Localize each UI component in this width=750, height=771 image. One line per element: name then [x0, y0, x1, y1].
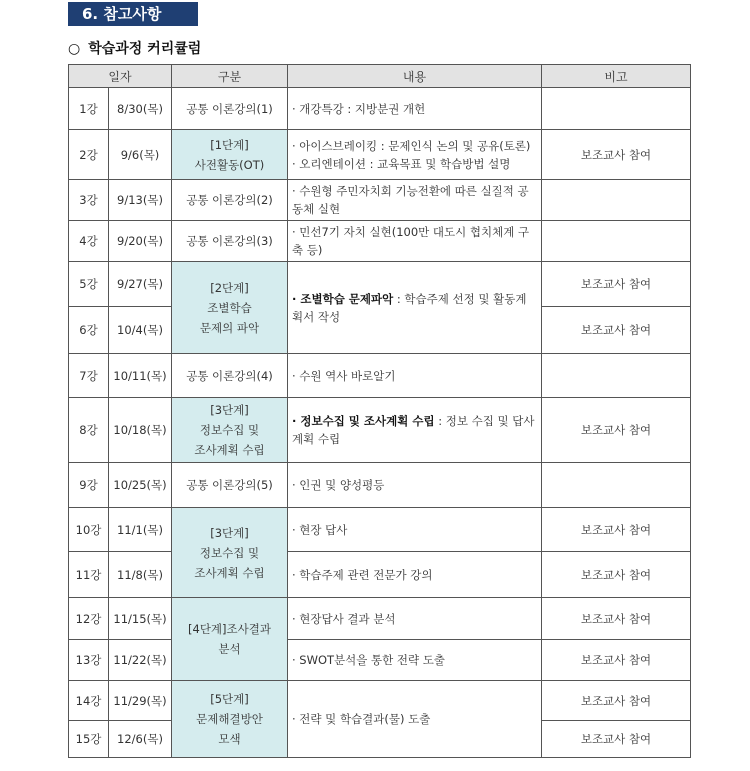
stage-label: [5단계]	[210, 692, 249, 706]
content-rest: : 학습주제 선정 및 활동계획서 작성	[292, 291, 527, 324]
table-row	[69, 552, 691, 598]
table-row	[69, 508, 691, 552]
table-row	[69, 640, 691, 681]
content-bold: · 정보수집 및 조사계획 수립	[292, 414, 435, 428]
lecture-date: 9/6(목)	[109, 130, 172, 180]
lecture-date: 9/20(목)	[109, 221, 172, 262]
section-title: 6. 참고사항	[68, 2, 198, 26]
stage-label: 문제해결방안	[196, 712, 263, 726]
content-bold: · 조별학습 문제파악	[292, 291, 394, 306]
lecture-note: 보조교사 참여	[542, 307, 691, 354]
lecture-type: 공통 이론강의(5)	[172, 463, 288, 508]
lecture-note	[542, 463, 691, 508]
lecture-number: 4강	[69, 221, 109, 262]
lecture-date: 12/6(목)	[109, 721, 172, 758]
lecture-date: 8/30(목)	[109, 88, 172, 130]
stage-label: 문제의 파악	[199, 320, 260, 335]
lecture-type: 공통 이론강의(4)	[172, 354, 288, 398]
lecture-content: · 전략 및 학습결과(물) 도출	[288, 681, 542, 758]
table-row	[69, 354, 691, 398]
lecture-date: 10/11(목)	[109, 354, 172, 398]
lecture-content: · 개강특강 : 지방분권 개헌	[288, 88, 542, 130]
table-row	[69, 398, 691, 463]
header-date: 일자	[69, 65, 172, 88]
table-row	[69, 681, 691, 721]
lecture-note: 보조교사 참여	[542, 262, 691, 307]
lecture-number: 1강	[69, 88, 109, 130]
stage-label: 정보수집 및	[199, 423, 260, 437]
lecture-type: 공통 이론강의(3)	[172, 221, 288, 262]
table-row	[69, 130, 691, 180]
lecture-content	[288, 262, 542, 354]
lecture-content: · 인권 및 양성평등	[288, 463, 542, 508]
stage-label: [3단계]	[210, 525, 249, 540]
lecture-note: 보조교사 참여	[542, 681, 691, 721]
stage-label: [2단계]	[210, 280, 249, 295]
curriculum-table	[68, 64, 691, 758]
stage-cell	[172, 508, 288, 598]
circle-bullet-icon: ○	[68, 41, 81, 57]
lecture-date: 10/25(목)	[109, 463, 172, 508]
header-type: 구분	[172, 65, 288, 88]
lecture-type: 공통 이론강의(1)	[172, 88, 288, 130]
table-row	[69, 463, 691, 508]
lecture-content	[288, 130, 542, 180]
subtitle	[68, 38, 201, 58]
lecture-content: · 현장 답사	[288, 508, 542, 552]
stage-label: 모색	[218, 732, 241, 746]
table-row	[69, 180, 691, 221]
stage-cell	[172, 262, 288, 354]
stage-label: 정보수집 및	[199, 545, 260, 560]
lecture-note: 보조교사 참여	[542, 598, 691, 640]
lecture-note: 보조교사 참여	[542, 508, 691, 552]
lecture-number: 15강	[69, 721, 109, 758]
subtitle-text: 학습과정 커리큘럼	[88, 41, 202, 57]
lecture-date: 10/4(목)	[109, 307, 172, 354]
lecture-note: 보조교사 참여	[542, 552, 691, 598]
lecture-content: · 학습주제 관련 전문가 강의	[288, 552, 542, 598]
lecture-content: · 현장답사 결과 분석	[288, 598, 542, 640]
table-header-row	[69, 65, 691, 88]
stage-cell	[172, 598, 288, 681]
lecture-content: · 수원형 주민자치회 기능전환에 따른 실질적 공동체 실현	[288, 180, 542, 221]
stage-label: 조별학습	[207, 300, 252, 315]
content-line: · 아이스브레이킹 : 문제인식 논의 및 공유(토론)	[292, 138, 531, 153]
lecture-date: 10/18(목)	[109, 398, 172, 463]
lecture-note	[542, 221, 691, 262]
stage-label: 조사계획 수립	[194, 565, 265, 580]
lecture-date: 11/15(목)	[109, 598, 172, 640]
lecture-number: 12강	[69, 598, 109, 640]
lecture-content: · SWOT분석을 통한 전략 도출	[288, 640, 542, 681]
lecture-number: 8강	[69, 398, 109, 463]
header-content: 내용	[288, 65, 542, 88]
table-row	[69, 262, 691, 307]
header-note: 비고	[542, 65, 691, 88]
lecture-type: 공통 이론강의(2)	[172, 180, 288, 221]
lecture-content	[288, 398, 542, 463]
lecture-note	[542, 88, 691, 130]
lecture-number: 9강	[69, 463, 109, 508]
lecture-date: 11/8(목)	[109, 552, 172, 598]
lecture-number: 6강	[69, 307, 109, 354]
lecture-note: 보조교사 참여	[542, 640, 691, 681]
lecture-note: 보조교사 참여	[542, 130, 691, 180]
stage-cell	[172, 130, 288, 180]
content-line: · 오리엔테이션 : 교육목표 및 학습방법 설명	[292, 156, 511, 171]
lecture-number: 11강	[69, 552, 109, 598]
lecture-number: 2강	[69, 130, 109, 180]
lecture-content: · 수원 역사 바로알기	[288, 354, 542, 398]
lecture-date: 11/22(목)	[109, 640, 172, 681]
lecture-date: 9/13(목)	[109, 180, 172, 221]
stage-label: [4단계]조사결과	[188, 622, 271, 636]
lecture-date: 11/1(목)	[109, 508, 172, 552]
stage-label: 사전활동(OT)	[194, 157, 265, 172]
lecture-content: · 민선7기 자치 실현(100만 대도시 협치체계 구축 등)	[288, 221, 542, 262]
stage-label: [1단계]	[210, 137, 249, 152]
stage-label: 조사계획 수립	[194, 443, 265, 457]
stage-label: 분석	[218, 642, 241, 656]
lecture-number: 3강	[69, 180, 109, 221]
lecture-note	[542, 180, 691, 221]
lecture-number: 13강	[69, 640, 109, 681]
content-rest: : 정보 수집 및 답사계획 수립	[292, 414, 535, 446]
lecture-note: 보조교사 참여	[542, 721, 691, 758]
stage-cell	[172, 681, 288, 758]
lecture-number: 10강	[69, 508, 109, 552]
table-row	[69, 221, 691, 262]
lecture-note	[542, 354, 691, 398]
lecture-note: 보조교사 참여	[542, 398, 691, 463]
table-row	[69, 88, 691, 130]
lecture-date: 11/29(목)	[109, 681, 172, 721]
lecture-number: 14강	[69, 681, 109, 721]
stage-cell	[172, 398, 288, 463]
lecture-date: 9/27(목)	[109, 262, 172, 307]
stage-label: [3단계]	[210, 403, 249, 417]
lecture-number: 7강	[69, 354, 109, 398]
table-row	[69, 598, 691, 640]
lecture-number: 5강	[69, 262, 109, 307]
